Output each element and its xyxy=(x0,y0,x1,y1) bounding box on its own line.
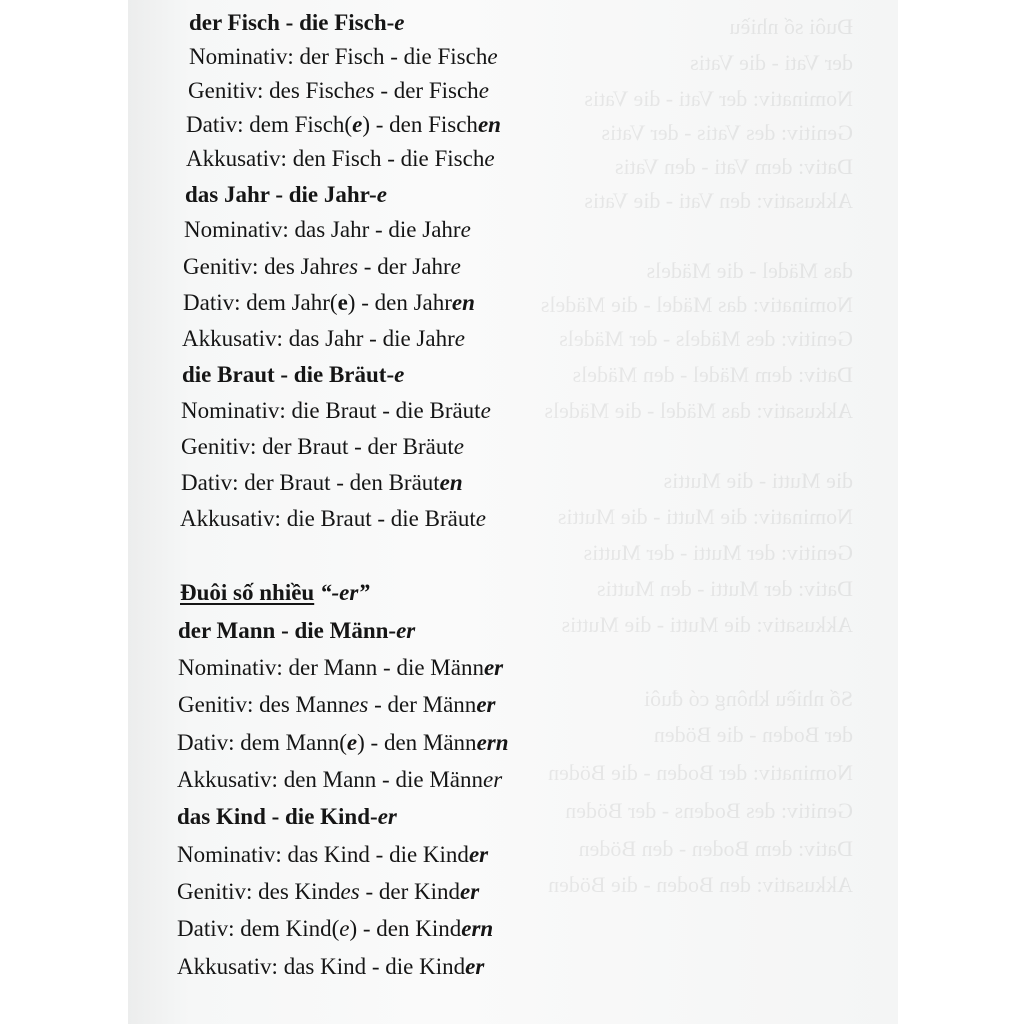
row-jahr-dativ: Dativ: dem Jahr(e) - den Jahren xyxy=(183,290,475,315)
row-braut-akkusativ: Akkusativ: die Braut - die Bräute xyxy=(180,506,486,531)
headword-braut: die Braut - die Bräut-e xyxy=(182,362,405,387)
book-page xyxy=(128,0,898,1024)
show-through-decoration: Đuôi số nhiều der Vati - die Vatis Nominativ: der Vati - die Vatis Genitiv: des Vatis - der Vatis Dativ: dem Vati - den Vatis Akkusativ: den Vati - die Vatis das Mädel - die Mädels Nominativ: das Mädel - die Mädels Genitiv: des Mädels - der Mädels Dativ: dem Mädel - den Mädels Akkusativ: das Mädel - die Mädels die Mutti - die Muttis Nominativ: die Mutti - die Muttis Genitiv: der Mutti - der Muttis Dativ: der Mutti - den Muttis Akkusativ: die Mutti - die Muttis Số nhiều không có đuôi der Boden - die Böden Nominativ: der Boden - die Böden Genitiv: des Bodens - der Böden Dativ: dem Boden - den Böden Akkusativ: den Boden - die Böden xyxy=(540,14,853,897)
section-heading-er: Đuôi số nhiều “-er” xyxy=(180,580,370,605)
headword-kind: das Kind - die Kind-er xyxy=(177,804,397,829)
row-mann-genitiv: Genitiv: des Mannes - der Männer xyxy=(178,692,496,717)
row-braut-nominativ: Nominativ: die Braut - die Bräute xyxy=(181,398,491,423)
row-kind-nominativ: Nominativ: das Kind - die Kinder xyxy=(177,842,489,867)
headword-fisch: der Fisch - die Fisch-e xyxy=(189,10,405,35)
row-braut-dativ: Dativ: der Braut - den Bräuten xyxy=(181,470,463,495)
row-mann-dativ: Dativ: dem Mann(e) - den Männern xyxy=(177,730,509,755)
row-mann-akkusativ: Akkusativ: den Mann - die Männer xyxy=(177,767,503,792)
row-fisch-akkusativ: Akkusativ: den Fisch - die Fische xyxy=(186,146,495,171)
row-mann-nominativ: Nominativ: der Mann - die Männer xyxy=(178,655,504,680)
row-jahr-nominativ: Nominativ: das Jahr - die Jahre xyxy=(184,217,471,242)
row-braut-genitiv: Genitiv: der Braut - der Bräute xyxy=(181,434,464,459)
row-kind-dativ: Dativ: dem Kind(e) - den Kindern xyxy=(177,916,494,941)
row-fisch-genitiv: Genitiv: des Fisches - der Fische xyxy=(188,78,489,103)
headword-jahr: das Jahr - die Jahr-e xyxy=(185,182,387,207)
row-kind-akkusativ: Akkusativ: das Kind - die Kinder xyxy=(177,954,485,979)
row-kind-genitiv: Genitiv: des Kindes - der Kinder xyxy=(177,879,480,904)
row-jahr-genitiv: Genitiv: des Jahres - der Jahre xyxy=(183,254,461,279)
headword-mann: der Mann - die Männ-er xyxy=(178,618,416,643)
row-fisch-nominativ: Nominativ: der Fisch - die Fische xyxy=(189,44,498,69)
row-fisch-dativ: Dativ: dem Fisch(e) - den Fischen xyxy=(186,112,501,137)
declension-text xyxy=(128,0,898,1024)
row-jahr-akkusativ: Akkusativ: das Jahr - die Jahre xyxy=(182,326,465,351)
